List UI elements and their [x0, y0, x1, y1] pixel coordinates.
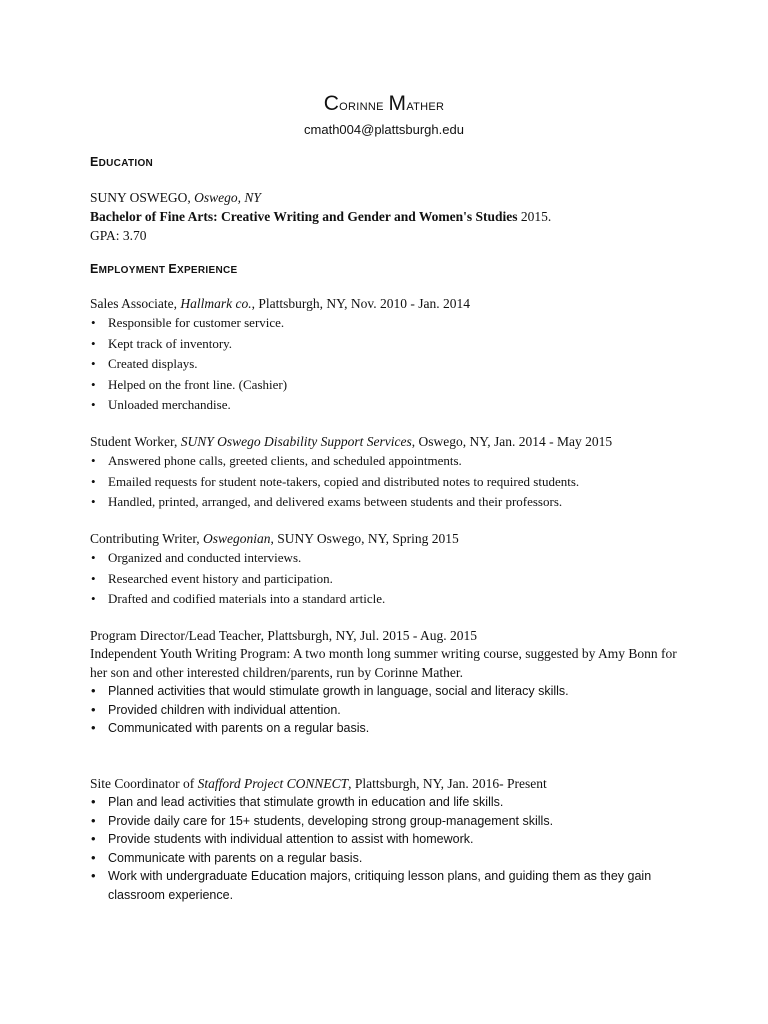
- education-heading: EDUCATION: [90, 155, 154, 169]
- list-item: • Provide students with individual attention to assist with homework.: [90, 830, 690, 849]
- employment-heading: EMPLOYMENT EXPERIENCE: [90, 262, 238, 276]
- candidate-email: cmath004@plattsburgh.edu: [304, 122, 464, 137]
- list-item: • Unloaded merchandise.: [90, 395, 690, 416]
- list-item: • Helped on the front line. (Cashier): [90, 375, 690, 396]
- job-duties-list: [90, 548, 690, 610]
- list-item: • Communicated with parents on a regular basis.: [90, 719, 690, 738]
- job-title-line: Contributing Writer, Oswegonian, SUNY Oswego, NY, Spring 2015: [90, 531, 459, 546]
- candidate-name: Corinne Mather: [323, 92, 445, 115]
- job-sales-associate: [90, 294, 690, 416]
- job-duties-list: [90, 682, 690, 738]
- job-title-line: Program Director/Lead Teacher, Plattsburgh, NY, Jul. 2015 - Aug. 2015: [90, 628, 477, 643]
- list-item: • Emailed requests for student note-takers, copied and distributed notes to required students.: [90, 472, 690, 493]
- list-item: • Provided children with individual attention.: [90, 701, 690, 720]
- education-section: [90, 188, 690, 245]
- list-item: • Responsible for customer service.: [90, 313, 690, 334]
- list-item: • Organized and conducted interviews.: [90, 548, 690, 569]
- education-school-line: SUNY OSWEGO, Oswego, NY: [90, 190, 261, 205]
- list-item: • Plan and lead activities that stimulate growth in education and life skills.: [90, 793, 690, 812]
- list-item: • Planned activities that would stimulate growth in language, social and literacy skills.: [90, 682, 690, 701]
- list-item: • Provide daily care for 15+ students, developing strong group-management skills.: [90, 812, 690, 831]
- list-item: • Answered phone calls, greeted clients, and scheduled appointments.: [90, 451, 690, 472]
- job-contributing-writer: [90, 529, 690, 610]
- job-title-line: Student Worker, SUNY Oswego Disability Support Services, Oswego, NY, Jan. 2014 - May 2015: [90, 434, 613, 449]
- job-student-worker: [90, 432, 690, 513]
- list-item: • Kept track of inventory.: [90, 334, 690, 355]
- job-program-director: [90, 626, 690, 738]
- education-gpa: GPA: 3.70: [90, 228, 147, 243]
- list-item: • Work with undergraduate Education majors, critiquing lesson plans, and guiding them as they gain classroom experience.: [90, 867, 690, 904]
- job-duties-list: [90, 313, 690, 416]
- job-duties-list: [90, 793, 690, 904]
- job-title-line: Site Coordinator of Stafford Project CONNECT, Plattsburgh, NY, Jan. 2016- Present: [90, 776, 547, 791]
- list-item: • Handled, printed, arranged, and delivered exams between students and their professors.: [90, 492, 690, 513]
- list-item: • Researched event history and participation.: [90, 569, 690, 590]
- list-item: • Drafted and codified materials into a standard article.: [90, 589, 690, 610]
- education-degree-line: Bachelor of Fine Arts: Creative Writing and Gender and Women's Studies 2015.: [90, 209, 552, 224]
- job-duties-list: [90, 451, 690, 513]
- job-title-line: Sales Associate, Hallmark co., Plattsburgh, NY, Nov. 2010 - Jan. 2014: [90, 296, 471, 311]
- job-site-coordinator: [90, 774, 690, 904]
- job-description: Independent Youth Writing Program: A two month long summer writing course, suggested by Amy Bonn for her son and other interested children/parents, run by Corinne Mather.: [90, 646, 677, 680]
- list-item: • Created displays.: [90, 354, 690, 375]
- list-item: • Communicate with parents on a regular basis.: [90, 849, 690, 868]
